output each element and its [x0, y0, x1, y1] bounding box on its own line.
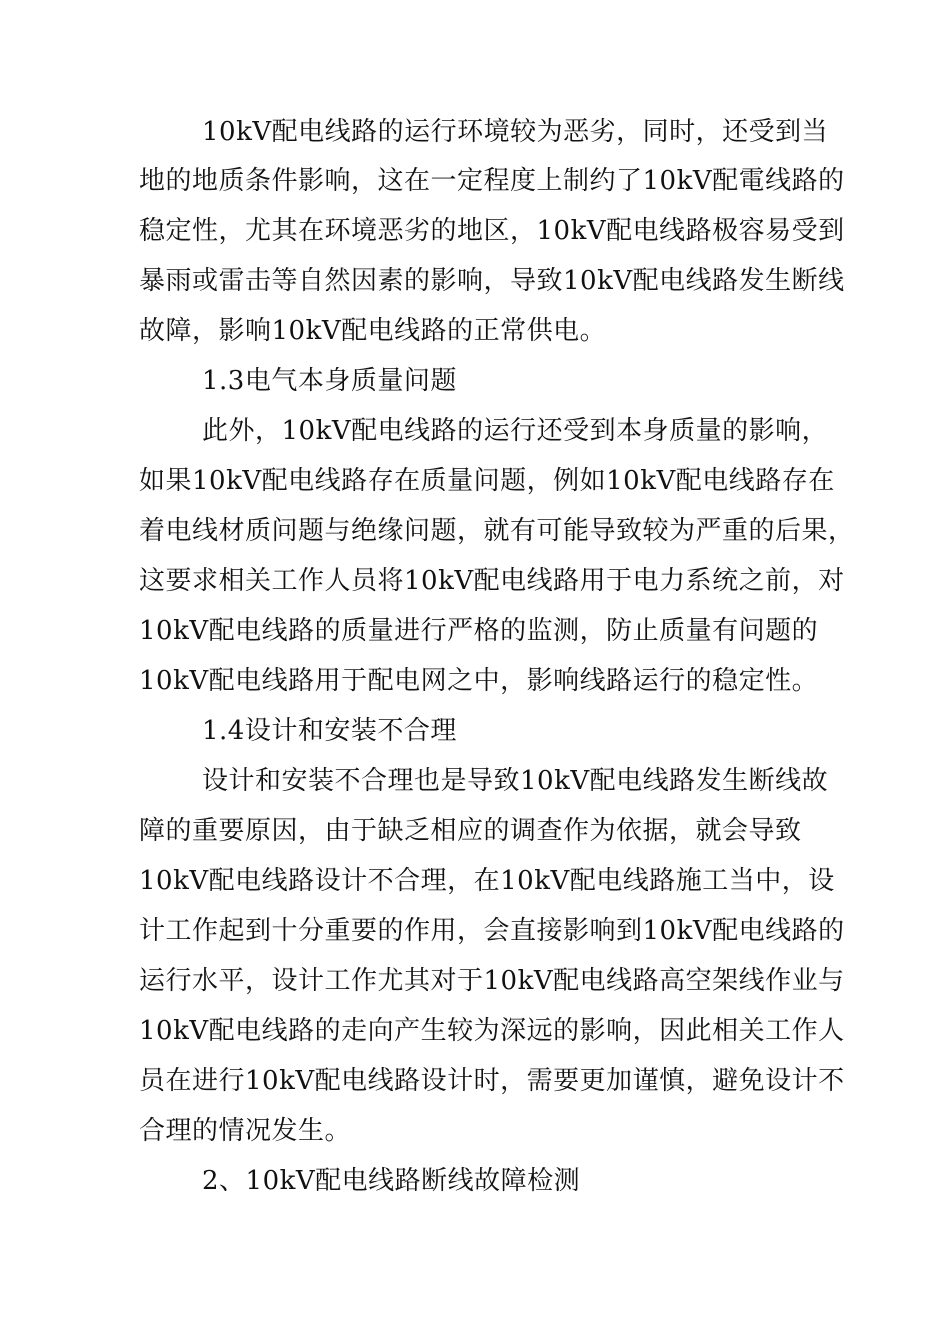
paragraph-line: 故障，影响10kV配电线路的正常供电。	[139, 316, 607, 346]
paragraph-line: 合理的情况发生。	[139, 1116, 352, 1146]
paragraph-line: 障的重要原因，由于缺乏相应的调查作为依据，就会导致	[139, 816, 802, 846]
paragraph-line: 10kV配电线路的走向产生较为深远的影响，因此相关工作人	[139, 1016, 845, 1046]
paragraph-line: 着电线材质问题与绝缘问题，就有可能导致较为严重的后果，	[139, 516, 855, 546]
section-heading: 1.3电气本身质量问题	[202, 366, 457, 396]
paragraph-line: 如果10kV配电线路存在质量问题，例如10kV配电线路存在	[139, 466, 835, 496]
paragraph-line: 10kV配电线路用于配电网之中，影响线路运行的稳定性。	[139, 666, 819, 696]
section-heading: 2、10kV配电线路断线故障检测	[202, 1166, 581, 1196]
paragraph-line: 设计和安装不合理也是导致10kV配电线路发生断线故	[202, 766, 829, 796]
paragraph-line: 计工作起到十分重要的作用，会直接影响到10kV配电线路的	[139, 916, 845, 946]
paragraph-line: 稳定性，尤其在环境恶劣的地区，10kV配电线路极容易受到	[139, 216, 845, 246]
paragraph-line: 暴雨或雷击等自然因素的影响，导致10kV配电线路发生断线	[139, 266, 845, 296]
paragraph-line: 运行水平，设计工作尤其对于10kV配电线路高空架线作业与	[139, 966, 845, 996]
paragraph-line: 地的地质条件影响，这在一定程度上制约了10kV配電线路的	[139, 166, 845, 196]
paragraph-line: 10kV配电线路的运行环境较为恶劣，同时，还受到当	[202, 117, 829, 147]
paragraph-line: 员在进行10kV配电线路设计时，需要更加谨慎，避免设计不	[139, 1066, 845, 1096]
paragraph-line: 10kV配电线路的质量进行严格的监测，防止质量有问题的	[139, 616, 819, 646]
paragraph-line: 此外，10kV配电线路的运行还受到本身质量的影响，	[202, 416, 829, 446]
paragraph-line: 10kV配电线路设计不合理，在10kV配电线路施工当中，设	[139, 866, 835, 896]
paragraph-line: 这要求相关工作人员将10kV配电线路用于电力系统之前，对	[139, 566, 845, 596]
section-heading: 1.4设计和安装不合理	[202, 716, 457, 746]
